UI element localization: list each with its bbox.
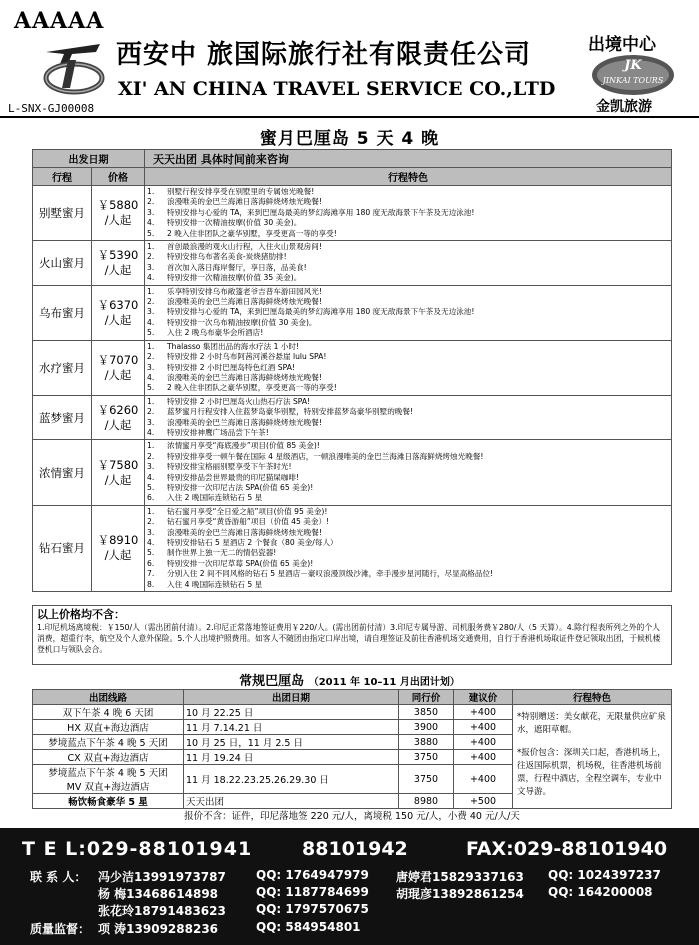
feature-number: 4. (147, 372, 155, 382)
feature-number: 3. (147, 262, 155, 272)
features-cell (513, 705, 672, 809)
telephone-secondary: 88101942 (302, 838, 408, 860)
tour-name-cell: 火山蜜月 (33, 241, 92, 286)
tour-name-cell: 别墅蜜月 (33, 186, 92, 241)
route-cell: 双下午茶 4 晚 6 天团 (33, 705, 184, 720)
regular-section-title (0, 670, 699, 689)
net-price-cell: 3750 (399, 750, 454, 765)
page-title: 蜜月巴厘岛 5 天 4 晚 (259, 129, 440, 149)
feature-item (147, 507, 671, 517)
supervision-label: 质量监督： (30, 922, 91, 936)
feature-item (147, 197, 671, 207)
company-logo-icon (38, 38, 108, 100)
contact-footer (0, 828, 699, 945)
feature-number: 1. (147, 441, 155, 451)
feature-number: 3. (147, 527, 155, 537)
feature-number: 2. (147, 197, 155, 207)
feature-number: 6. (147, 558, 155, 568)
feature-item (147, 297, 671, 307)
feature-text: 2 晚入住非团队之豪华别墅，享受更高一等的享受! (167, 228, 337, 238)
feature-text: 特别安排神鹰广场品尝下午茶! (167, 427, 269, 437)
tour-price-cell (92, 241, 145, 286)
col-route-header: 行程 (33, 168, 92, 186)
feature-number: 4. (147, 317, 155, 327)
net-price-cell: 8980 (399, 794, 454, 809)
route-line-2: MV 双直+海边酒店 (66, 782, 150, 793)
col-features-header: 行程特色 (513, 690, 672, 705)
tour-price: ￥8910 (97, 533, 139, 548)
route-line-1: 梦境蓝点下午茶 4 晚 5 天团 (48, 768, 168, 779)
feature-item (147, 263, 671, 273)
contact-name: 胡琨彦13892861254 (396, 887, 524, 901)
feature-number: 2. (147, 252, 155, 262)
tour-price: ￥5390 (97, 247, 139, 262)
feature-text: 特别安排宝格丽别墅享受下午茶时光! (167, 462, 292, 472)
feature-item (147, 397, 671, 407)
svg-text:JK: JK (624, 58, 642, 73)
feature-text: 别墅行程安排享受在别墅里的专属烛光晚餐! (167, 187, 315, 196)
col-features-header: 行程特色 (145, 168, 672, 186)
feature-number: 2. (147, 297, 155, 307)
net-price-cell: 3900 (399, 720, 454, 735)
tour-features-cell (145, 186, 672, 241)
route-cell: CX 双直+海边酒店 (33, 750, 184, 765)
feature-number: 1. (147, 242, 155, 252)
departure-label: 出发日期 (33, 150, 145, 168)
feature-item (147, 187, 671, 197)
license-number: L-SNX-GJ00008 (8, 102, 95, 115)
tour-price-cell (92, 395, 145, 440)
tour-features-cell (145, 241, 672, 286)
suggested-price-cell: +400 (454, 765, 513, 794)
tour-name-cell: 蓝梦蜜月 (33, 395, 92, 440)
col-net-price-header: 同行价 (399, 690, 454, 705)
jinkai-logo-text: JINKAI TOURS (602, 76, 664, 85)
feature-number: 2. (147, 352, 155, 362)
net-price-cell: 3850 (399, 705, 454, 720)
route-cell: 畅饮畅食豪华 5 星 (33, 794, 184, 809)
price-exclusions-notes (32, 605, 672, 665)
tour-price-unit: /人起 (104, 312, 132, 327)
net-price-cell: 3880 (399, 735, 454, 750)
feature-item (147, 363, 671, 373)
tour-price-cell (92, 440, 145, 505)
feature-text: 特别安排一次乌布精油按摩(价值 30 美金)。 (167, 317, 317, 327)
feature-item (147, 517, 671, 527)
tour-price-unit: /人起 (104, 262, 132, 277)
tour-price: ￥7070 (97, 352, 139, 367)
feature-number: 5. (147, 228, 155, 238)
tour-features-cell (145, 505, 672, 591)
tour-price-cell (92, 340, 145, 395)
feature-text: Thalasso 集团出品的海水疗法 1 小时! (167, 341, 300, 351)
feature-text: 特别安排享受一顿午餐在国际 4 星级酒店，一顿浪漫唯美的金巴兰海滩日落海鲜烧烤烛光晚餐! (167, 451, 484, 461)
tour-row (33, 395, 672, 440)
feature-item (147, 287, 671, 297)
feature-number: 3. (147, 417, 155, 427)
feature-text: 特别安排与心爱的 TA，来到巴厘岛最美的梦幻海滩享用 180 度无敌海景下午茶及无边泳池! (167, 207, 475, 217)
tour-price-unit: /人起 (104, 417, 132, 432)
contacts-label: 联 系 人： (30, 870, 87, 884)
feature-text: 特别安排一次精油按摩(价值 35 美金)。 (167, 273, 302, 283)
department-title: 出境中心 (588, 35, 656, 55)
feature-text: 首次加入落日海岸餐厅，享日落，品美食! (167, 262, 307, 272)
feature-item (147, 580, 671, 590)
feature-item (147, 352, 671, 362)
feature-number: 4. (147, 273, 155, 283)
feature-item (147, 218, 671, 228)
feature-number: 2. (147, 517, 155, 527)
feature-text: 浪漫唯美的金巴兰海滩日落海鲜烧烤烛光晚餐! (167, 527, 322, 537)
feature-text: 入住 2 晚乌布豪华会所酒店! (167, 328, 264, 338)
feature-text: 特别安排一次精油按摩(价值 30 美金)。 (167, 218, 302, 228)
suggested-price-cell: +400 (454, 720, 513, 735)
tour-name-cell: 乌布蜜月 (33, 285, 92, 340)
date-cell: 11 月 18.22.23.25.26.29.30 日 (184, 765, 399, 794)
feature-item (147, 342, 671, 352)
feature-item (147, 242, 671, 252)
tour-price-unit: /人起 (104, 367, 132, 382)
feature-item (147, 208, 671, 218)
feature-text: 特别安排 2 小时乌布阿茜河溪谷悬崖 lulu SPA! (167, 352, 327, 362)
feature-number: 3. (147, 362, 155, 372)
feature-text: 浪漫唯美的金巴兰海滩日落海鲜烧烤烛光晚餐! (167, 372, 322, 382)
feature-text: 特别安排钻石 5 星酒店 2 个餐食（80 美金/每人） (167, 538, 338, 547)
feature-text: 首创最浪漫的观火山行程，入住火山景观房间! (167, 242, 322, 252)
tour-price: ￥5880 (97, 198, 139, 213)
feature-item (147, 559, 671, 569)
tour-features-cell (145, 395, 672, 440)
tour-row (33, 440, 672, 505)
features-included: *报价包含：深圳关口起，香港机场上，往返国际机票，机场税，往香港机场前票，行程中酒店，全程空调车，专业中文导游。 (517, 748, 666, 797)
feature-item (147, 252, 671, 262)
feature-item (147, 548, 671, 558)
date-cell: 天天出团 (184, 794, 399, 809)
notes-heading: 以上价格均不含： (37, 608, 125, 621)
contact-qq: QQ: 584954801 (256, 920, 361, 934)
feature-number: 1. (147, 187, 155, 196)
tour-row (33, 241, 672, 286)
suggested-price-cell: +400 (454, 705, 513, 720)
col-price-header: 价格 (92, 168, 145, 186)
feature-number: 1. (147, 396, 155, 406)
feature-text: 特别安排品尝世界最贵的印尼猫屎咖啡! (167, 472, 300, 482)
feature-item (147, 273, 671, 283)
feature-number: 3. (147, 462, 155, 472)
feature-text: 浪漫唯美的金巴兰海滩日落海鲜烧烤烛光晚餐! (167, 417, 322, 427)
tour-name-cell: 浓情蜜月 (33, 440, 92, 505)
regular-title: 常规巴厘岛 (239, 674, 305, 689)
tour-features-cell (145, 285, 672, 340)
route-cell: HX 双直+海边酒店 (33, 720, 184, 735)
feature-text: 入住 2 晚国际连锁钻石 5 星 (167, 493, 263, 503)
feature-item (147, 373, 671, 383)
feature-text: 钻石蜜月享受“全日爱之船”项目(价值 95 美金)! (167, 506, 328, 516)
feature-text: 特别安排一次印尼古法 SPA(价值 65 美金)! (167, 482, 314, 492)
departure-value: 天天出团 具体时间前来咨询 (145, 150, 672, 168)
col-suggested-price-header: 建议价 (454, 690, 513, 705)
date-cell: 11 月 7.14.21 日 (184, 720, 399, 735)
col-date-header: 出团日期 (184, 690, 399, 705)
notes-text: 1.印尼机场离境税：￥150/人（需出团前付清）。2.印尼正常落地签证费用￥220/人。(需出团前付清）3.印尼专属导游、司机服务费￥280/人（5 天算）。4.除行程表所列之外的个人消费，超重行李，航空及个人意外保险。5.个人出境护照费用。如客人不随团由指定口岸出境，请自理签证及前往香港机场交通费用，自行于香港机场取证件登记领取出团，于候机楼登机口与领队会合。 (37, 623, 661, 654)
regular-subtitle: （2011 年 10–11 月出团计划） (308, 677, 460, 688)
company-name-cn: 西安中 旅国际旅行社有限责任公司 (116, 40, 532, 70)
contact-name: 项 涛13909288236 (98, 922, 219, 936)
tour-price-unit: /人起 (104, 472, 132, 487)
feature-item (147, 473, 671, 483)
feature-text: 特别安排 2 小时巴厘岛火山热石疗法 SPA! (167, 396, 311, 406)
jinkai-logo-icon (590, 52, 676, 98)
feature-text: 浪漫唯美的金巴兰海滩日落海鲜烧烤烛光晚餐! (167, 297, 322, 307)
feature-number: 8. (147, 579, 155, 589)
feature-number: 4. (147, 427, 155, 437)
feature-number: 5. (147, 548, 155, 558)
contact-name: 唐婷君15829337163 (396, 870, 524, 884)
feature-number: 4. (147, 538, 155, 547)
feature-number: 5. (147, 383, 155, 393)
feature-number: 6. (147, 493, 155, 503)
feature-number: 3. (147, 307, 155, 317)
feature-number: 1. (147, 341, 155, 351)
brand-name-cn: 金凯旅游 (596, 99, 652, 115)
contact-qq: QQ: 1764947979 (256, 868, 369, 882)
feature-item (147, 229, 671, 239)
feature-item (147, 538, 671, 548)
feature-text: 分别入住 2 间不同风格的钻石 5 星酒店－豪叹浪漫顶级沙滩，牵手漫步星河随行，尽显高格品位! (167, 569, 494, 579)
feature-text: 特别安排乌布著名美食-炭烧猪肋排! (167, 252, 287, 262)
feature-item (147, 307, 671, 317)
feature-item (147, 441, 671, 451)
contact-name: 张花玲18791483623 (98, 904, 226, 918)
suggested-price-cell: +500 (454, 794, 513, 809)
tour-price-unit: /人起 (104, 213, 132, 228)
contact-qq: QQ: 164200008 (548, 885, 653, 899)
feature-item (147, 383, 671, 393)
feature-item (147, 407, 671, 417)
feature-text: 乐享特别安排乌布敞篷老爷吉普车游田园风光! (167, 286, 322, 296)
feature-number: 1. (147, 506, 155, 516)
regular-tour-table (32, 689, 672, 809)
col-route-header: 出团线路 (33, 690, 184, 705)
feature-item (147, 418, 671, 428)
feature-item (147, 569, 671, 579)
feature-number: 5. (147, 328, 155, 338)
contact-qq: QQ: 1187784699 (256, 885, 369, 899)
tour-price-cell (92, 186, 145, 241)
date-cell: 11 月 19.24 日 (184, 750, 399, 765)
feature-text: 钻石蜜月享受“黄昏游船”项目（价值 45 美金）! (167, 517, 330, 527)
feature-number: 2. (147, 407, 155, 417)
feature-item (147, 462, 671, 472)
contact-name: 冯少洁13991973787 (98, 870, 226, 884)
tour-name-cell: 水疗蜜月 (33, 340, 92, 395)
feature-number: 5. (147, 482, 155, 492)
header (0, 0, 699, 120)
feature-text: 2 晚入住非团队之豪华别墅，享受更高一等的享受! (167, 383, 337, 393)
tour-name-cell: 钻石蜜月 (33, 505, 92, 591)
feature-text: 特别安排与心爱的 TA，来到巴厘岛最美的梦幻海滩享用 180 度无敌海景下午茶及无边泳池! (167, 307, 475, 317)
feature-text: 制作世界上独一无二的情侣瓷器! (167, 548, 277, 558)
date-cell: 10 月 25 日，11 月 2.5 日 (184, 735, 399, 750)
feature-item (147, 493, 671, 503)
feature-number: 4. (147, 218, 155, 228)
honeymoon-tour-table (32, 149, 672, 592)
net-price-cell: 3750 (399, 765, 454, 794)
feature-item (147, 328, 671, 338)
tour-price: ￥7580 (97, 457, 139, 472)
header-divider (0, 116, 699, 118)
feature-text: 特别安排 2 小时巴厘岛特色红酒 SPA! (167, 362, 295, 372)
tour-price-unit: /人起 (104, 548, 132, 563)
contact-qq: QQ: 1024397237 (548, 868, 661, 882)
telephone-primary: T E L:029-88101941 (22, 838, 253, 860)
feature-item (147, 428, 671, 438)
feature-text: 浪漫唯美的金巴兰海滩日落海鲜烧烤烛光晚餐! (167, 197, 322, 207)
feature-number: 2. (147, 451, 155, 461)
tour-features-cell (145, 440, 672, 505)
route-cell: 梦境蓝点下午茶 4 晚 5 天团 (33, 735, 184, 750)
feature-item (147, 318, 671, 328)
tour-row (33, 285, 672, 340)
contact-qq: QQ: 1797570675 (256, 902, 369, 916)
feature-number: 7. (147, 569, 155, 579)
feature-text: 入住 4 晚国际连锁钻石 5 星 (167, 579, 263, 589)
company-name-en: XI' AN CHINA TRAVEL SERVICE CO.,LTD (118, 78, 556, 100)
feature-text: 蓝梦蜜月行程安排入住蓝梦岛豪华别墅，特别安排蓝梦岛豪华别墅的晚餐! (167, 407, 414, 417)
feature-number: 4. (147, 472, 155, 482)
suggested-price-cell: +400 (454, 735, 513, 750)
fax-number: FAX:029-88101940 (466, 838, 668, 860)
feature-number: 1. (147, 286, 155, 296)
feature-item (147, 483, 671, 493)
contact-name: 杨 梅13468614898 (98, 887, 219, 901)
features-gift: *特别赠送：美女献花，无限量供应矿泉水，遮阳草帽。 (517, 712, 666, 735)
tour-price: ￥6260 (97, 402, 139, 417)
feature-item (147, 452, 671, 462)
feature-item (147, 528, 671, 538)
suggested-price-cell: +400 (454, 750, 513, 765)
tour-row (33, 340, 672, 395)
date-cell: 10 月 22.25 日 (184, 705, 399, 720)
rating-badge: AAAAA (14, 8, 105, 34)
feature-text: 特别安排一次印尼草莓 SPA(价值 65 美金)! (167, 558, 314, 568)
regular-exclusions: 报价不含：证件，印尼落地签 220 元/人，离境税 150 元/人，小费 40 元/人/天 (184, 811, 520, 822)
tour-row (33, 505, 672, 591)
feature-text: 浓情蜜月享受“海底漫步”项目(价值 85 美金)! (167, 441, 320, 451)
tour-price: ￥6370 (97, 297, 139, 312)
tour-features-cell (145, 340, 672, 395)
feature-number: 3. (147, 207, 155, 217)
route-cell (33, 765, 184, 794)
tour-price-cell (92, 285, 145, 340)
tour-row (33, 186, 672, 241)
tour-price-cell (92, 505, 145, 591)
